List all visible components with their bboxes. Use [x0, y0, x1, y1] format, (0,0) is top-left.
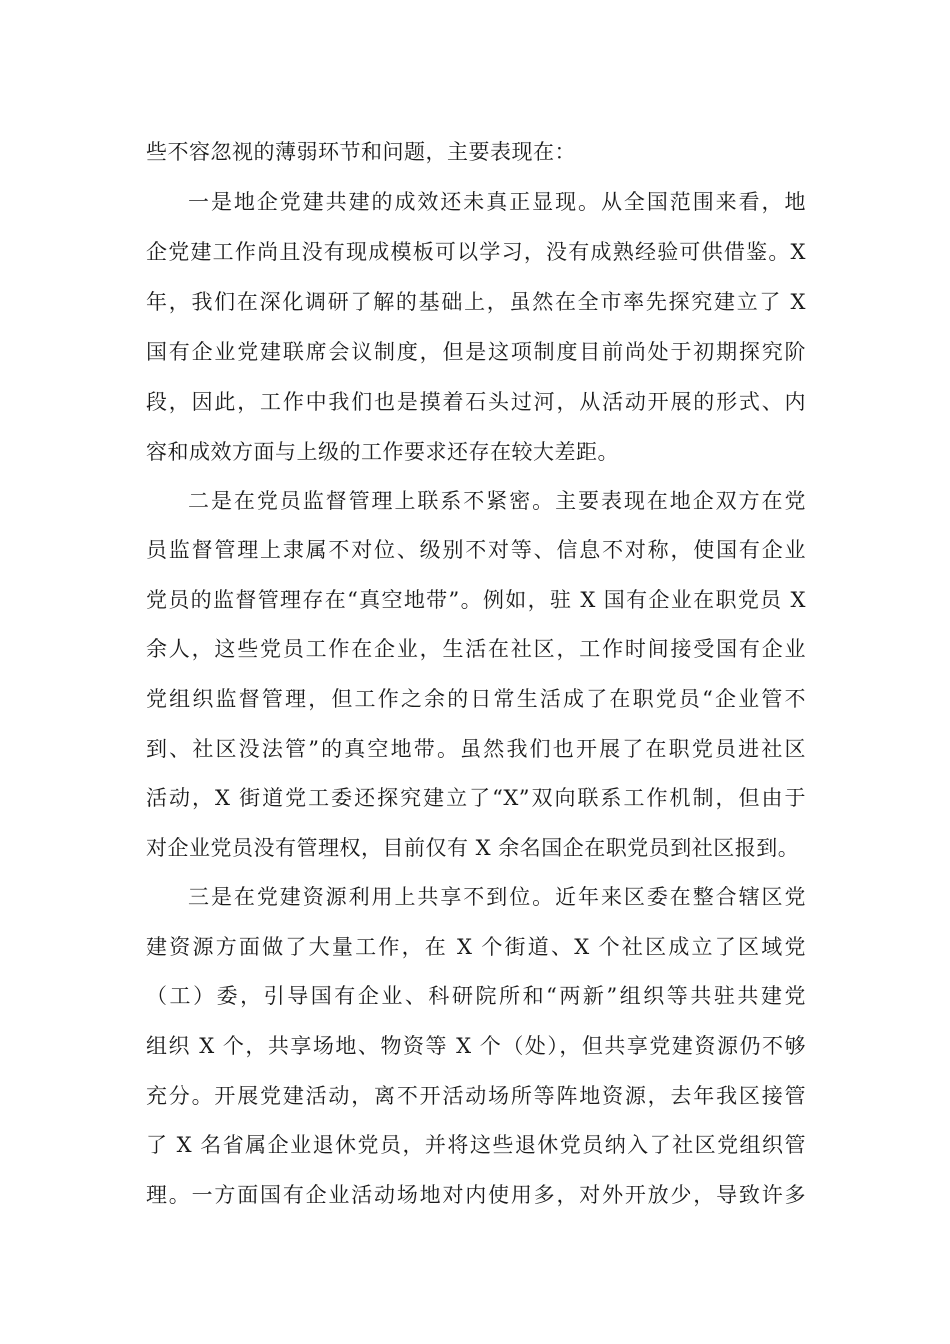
text-line: 建资源方面做了大量工作，在 X 个街道、X 个社区成立了区域党	[146, 935, 806, 959]
text-line: 员监督管理上隶属不对位、级别不对等、信息不对称，使国有企业	[146, 538, 806, 562]
text-line: （工）委，引导国有企业、科研院所和“两新”组织等共驻共建党	[146, 984, 806, 1008]
text-line: 二是在党员监督管理上联系不紧密。主要表现在地企双方在党	[188, 489, 806, 513]
text-line: 一是地企党建共建的成效还未真正显现。从全国范围来看，地	[188, 190, 806, 214]
text-line: 活动，X 街道党工委还探究建立了“X”双向联系工作机制，但由于	[146, 786, 806, 810]
text-line: 企党建工作尚且没有现成模板可以学习，没有成熟经验可供借鉴。X	[146, 240, 806, 264]
text-line: 对企业党员没有管理权，目前仅有 X 余名国企在职党员到社区报到。	[146, 836, 800, 860]
text-line: 党组织监督管理，但工作之余的日常生活成了在职党员“企业管不	[146, 687, 806, 711]
text-line: 了 X 名省属企业退休党员，并将这些退休党员纳入了社区党组织管	[146, 1133, 806, 1157]
text-line: 段，因此，工作中我们也是摸着石头过河，从活动开展的形式、内	[146, 390, 806, 414]
text-line: 组织 X 个，共享场地、物资等 X 个（处），但共享党建资源仍不够	[146, 1034, 806, 1058]
text-line: 年，我们在深化调研了解的基础上，虽然在全市率先探究建立了 X	[146, 290, 806, 314]
text-line: 些不容忽视的薄弱环节和问题，主要表现在：	[146, 140, 576, 164]
text-line: 党员的监督管理存在“真空地带”。例如，驻 X 国有企业在职党员 X	[146, 588, 806, 612]
text-line: 三是在党建资源利用上共享不到位。近年来区委在整合辖区党	[188, 885, 806, 909]
text-line: 余人，这些党员工作在企业，生活在社区，工作时间接受国有企业	[146, 637, 806, 661]
text-line: 容和成效方面与上级的工作要求还存在较大差距。	[146, 440, 619, 464]
text-line: 充分。开展党建活动，离不开活动场所等阵地资源，去年我区接管	[146, 1084, 806, 1108]
text-line: 理。一方面国有企业活动场地对内使用多，对外开放少，导致许多	[146, 1183, 806, 1207]
text-line: 国有企业党建联席会议制度，但是这项制度目前尚处于初期探究阶	[146, 340, 806, 364]
text-line: 到、社区没法管”的真空地带。虽然我们也开展了在职党员进社区	[146, 737, 806, 761]
